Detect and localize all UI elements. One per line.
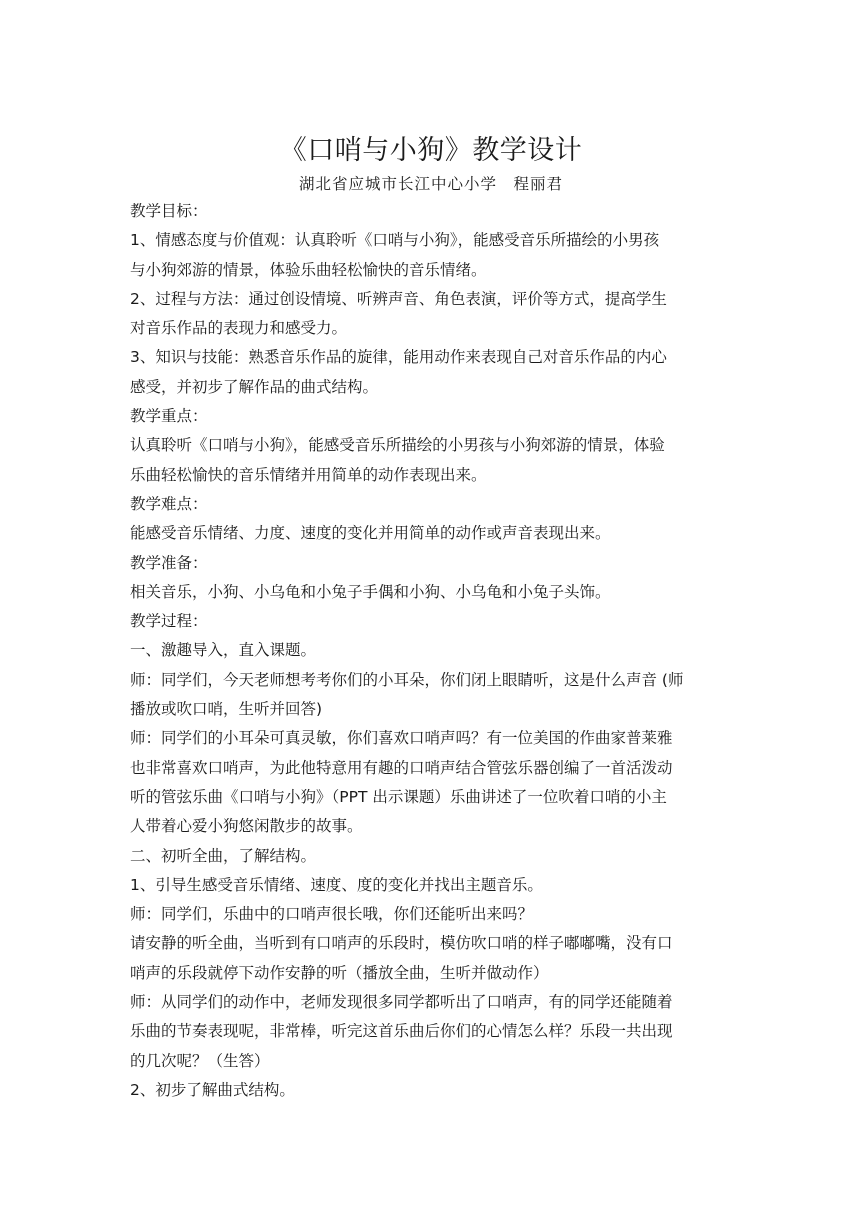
text-line: 能感受音乐情绪、力度、速度的变化并用简单的动作或声音表现出来。 [130,524,611,543]
text-line: 师：从同学们的动作中，老师发现很多同学都听出了口哨声，有的同学还能随着 [130,993,673,1012]
text-line: 3、知识与技能：熟悉音乐作品的旋律，能用动作来表现自己对音乐作品的内心 [130,348,667,367]
text-line: 的几次呢？（生答） [130,1051,270,1070]
document-body [130,133,732,1105]
document-title: 《口哨与小狗》教学设计 [279,135,583,166]
text-line: 师：同学们的小耳朵可真灵敏，你们喜欢口哨声吗？有一位美国的作曲家普莱雅 [130,729,673,748]
text-line: 也非常喜欢口哨声，为此他特意用有趣的口哨声结合管弦乐器创编了一首活泼动 [130,758,673,777]
text-line: 人带着心爱小狗悠闲散步的故事。 [130,817,363,836]
text-line: 与小狗郊游的情景，体验乐曲轻松愉快的音乐情绪。 [130,260,487,279]
text-line: 播放或吹口哨，生听并回答) [130,700,323,719]
author-line: 湖北省应城市长江中心小学 程丽君 [298,175,563,193]
text-line: 教学目标： [130,202,208,220]
text-line: 师：同学们，乐曲中的口哨声很长哦，你们还能听出来吗？ [130,905,534,924]
text-line: 师：同学们，今天老师想考考你们的小耳朵，你们闭上眼睛听，这是什么声音 (师 [130,670,684,689]
text-line: 认真聆听《口哨与小狗》，能感受音乐所描绘的小男孩与小狗郊游的情景，体验 [130,436,665,455]
text-line: 请安静的听全曲，当听到有口哨声的乐段时，模仿吹口哨的样子嘟嘟嘴，没有口 [130,934,673,953]
text-line: 二、初听全曲，了解结构。 [130,846,317,865]
text-line: 一、激趣导入，直入课题。 [130,641,317,660]
text-line: 相关音乐，小狗、小乌龟和小兔子手偶和小狗、小乌龟和小兔子头饰。 [130,582,611,601]
text-line: 乐曲的节奏表现呢，非常棒，听完这首乐曲后你们的心情怎么样？乐段一共出现 [130,1022,673,1041]
text-line: 教学重点： [130,407,208,426]
text-line: 2、初步了解曲式结构。 [130,1080,295,1099]
text-line: 2、过程与方法：通过创设情境、听辨声音、角色表演，评价等方式，提高学生 [130,289,667,308]
text-line: 感受，并初步了解作品的曲式结构。 [130,377,379,396]
text-line: 哨声的乐段就停下动作安静的听（播放全曲，生听并做动作） [130,963,549,982]
text-line: 1、引导生感受音乐情绪、速度、度的变化并找出主题音乐。 [130,875,543,894]
text-line: 教学过程： [130,612,208,631]
text-line: 对音乐作品的表现力和感受力。 [130,319,348,338]
text-line: 教学难点： [130,494,208,513]
text-line: 听的管弦乐曲《口哨与小狗》（PPT 出示课题）乐曲讲述了一位吹着口哨的小主 [130,787,667,806]
text-line: 教学准备： [130,553,208,572]
text-line: 乐曲轻松愉快的音乐情绪并用简单的动作表现出来。 [130,465,487,484]
text-line: 1、情感态度与价值观：认真聆听《口哨与小狗》，能感受音乐所描绘的小男孩 [130,231,660,250]
